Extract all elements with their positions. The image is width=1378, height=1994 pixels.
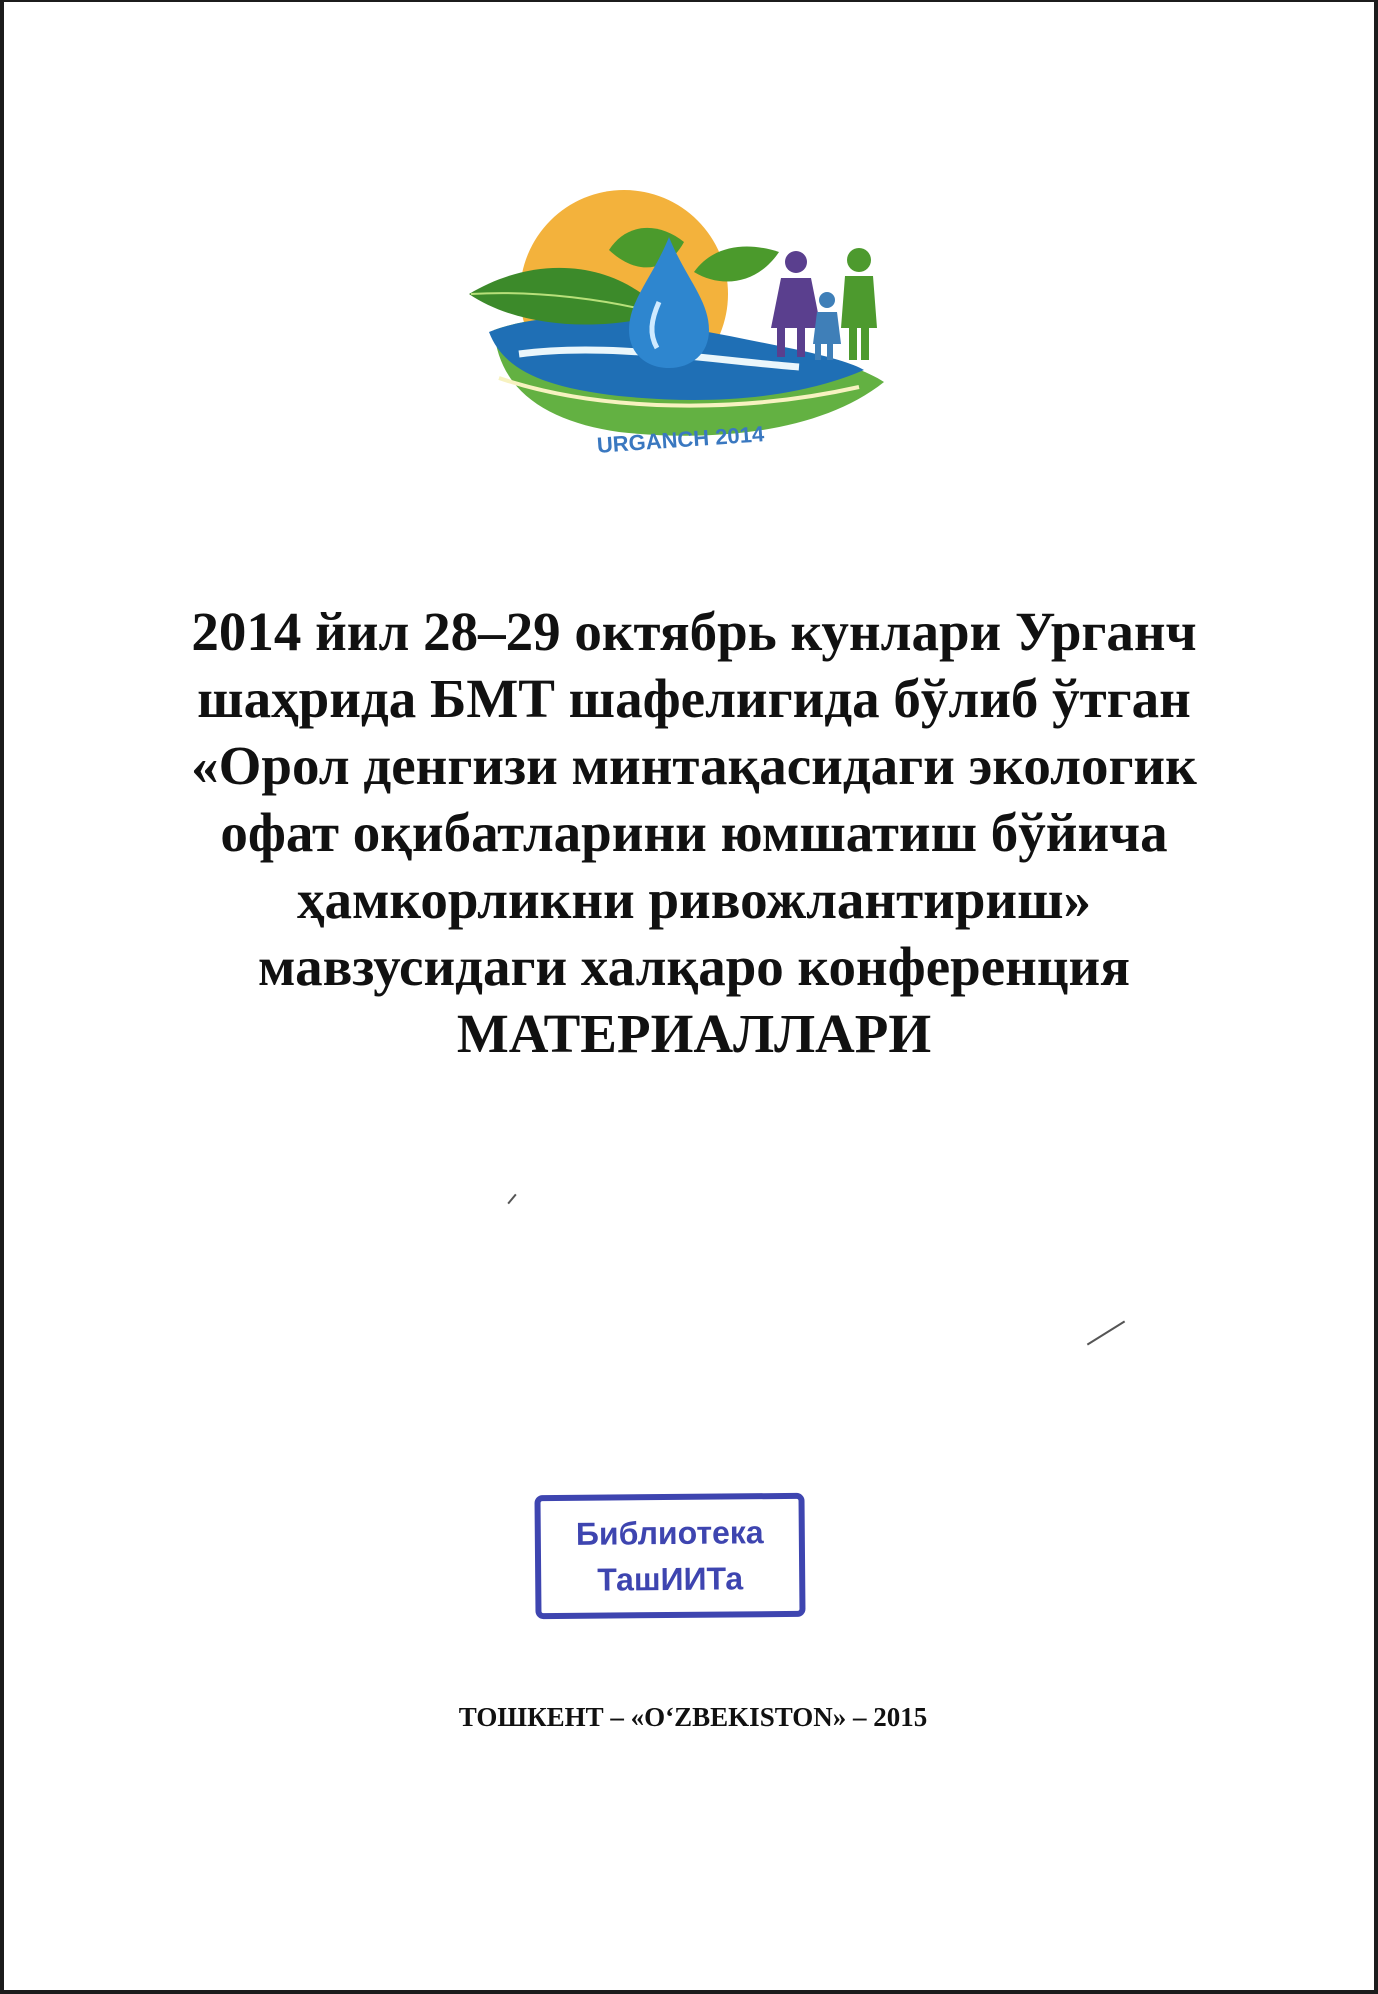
title-line: «Орол денгизи минтақасидаги экологик bbox=[191, 735, 1197, 796]
title-line: шаҳрида БМТ шафелигида бўлиб ўтган bbox=[197, 668, 1191, 729]
pen-mark bbox=[1087, 1320, 1125, 1345]
title-line: ҳамкорликни ривожлантириш» bbox=[296, 869, 1092, 930]
library-stamp bbox=[534, 1493, 805, 1619]
pen-mark bbox=[507, 1194, 516, 1204]
logo-caption: URGANCH 2014 bbox=[596, 421, 765, 458]
conference-logo bbox=[459, 182, 899, 472]
title-line: мавзусидаги халқаро конференция bbox=[258, 936, 1130, 997]
page-sheet bbox=[4, 2, 1374, 1990]
publisher-imprint: ТОШКЕНТ – «O‘ZBEKISTON» – 2015 bbox=[458, 1702, 928, 1732]
stamp-line: ТашИИТа bbox=[597, 1560, 744, 1598]
family-icon bbox=[771, 248, 877, 360]
title-line: офат оқибатларини юмшатиш бўйича bbox=[220, 802, 1168, 863]
title-line: 2014 йил 28–29 октябрь кунлари Урганч bbox=[191, 601, 1197, 662]
title-line: МАТЕРИАЛЛАРИ bbox=[456, 1003, 932, 1064]
conference-title bbox=[84, 598, 1304, 1067]
stamp-line: Библиотека bbox=[575, 1514, 764, 1552]
